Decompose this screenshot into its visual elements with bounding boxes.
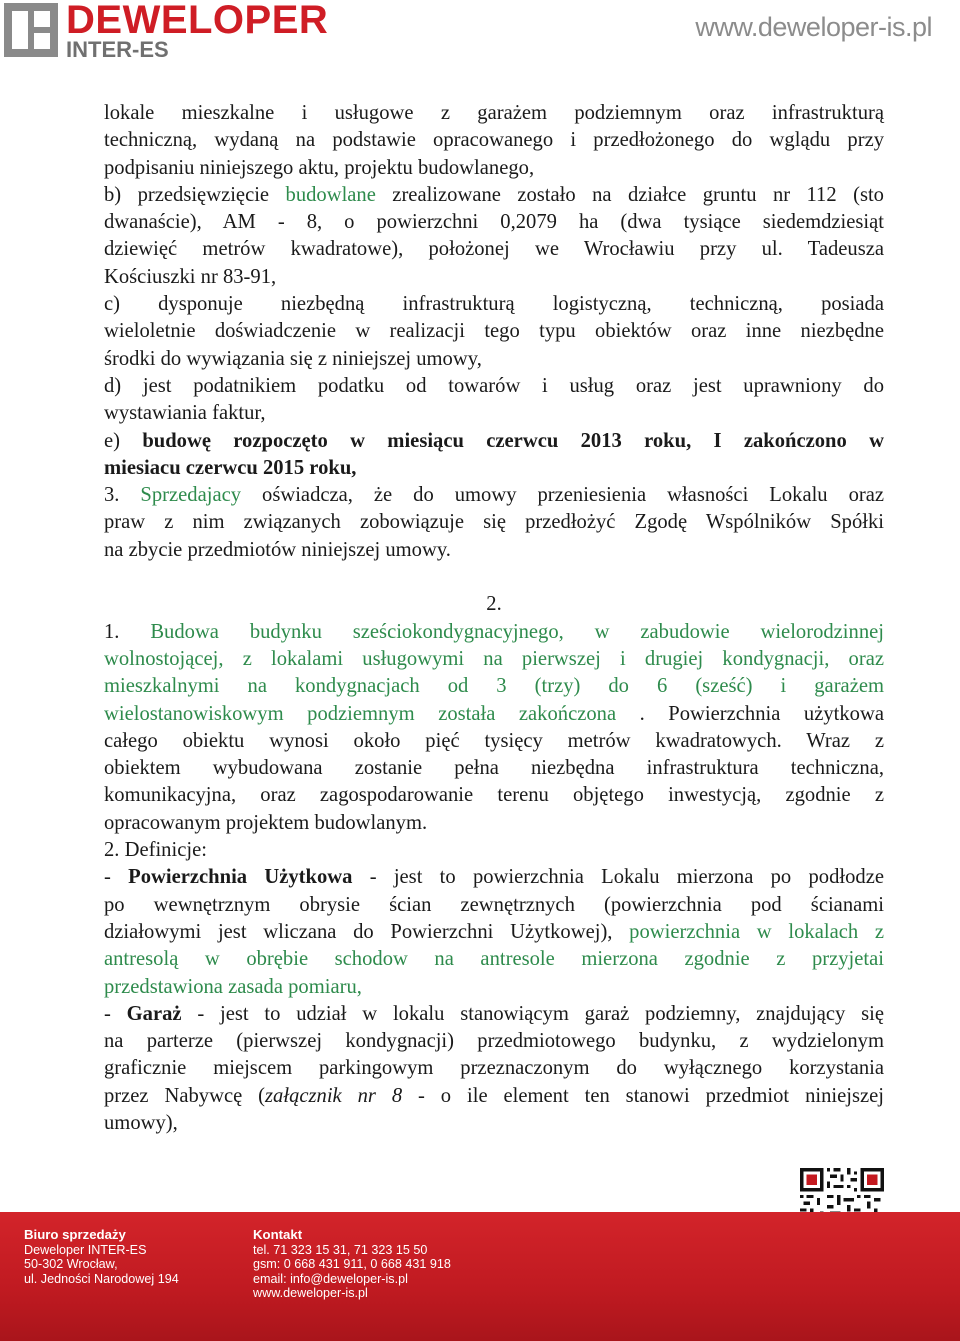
text-span: działowymi jest wliczana do Powierzchni Użytkowej), (104, 920, 630, 943)
text-span: - o ile element ten stanowi przedmiot niniejszej (402, 1084, 884, 1107)
text-line: miesiacu czerwcu 2015 roku, (104, 456, 357, 479)
logo-subtitle: INTER-ES (66, 37, 169, 62)
bold-span: Powierzchnia Użytkowa (128, 866, 353, 889)
text-line: umowy), (104, 1111, 178, 1134)
text-line: 2. Definicje: (104, 839, 207, 862)
text-line: na parterze (pierwszej kondygnacji) przedmiotowego budynku, z wydzielonym (104, 1030, 884, 1053)
text-line: dziewięć metrów kwadratowe), położonej we Wrocławiu przy ul. Tadeusza (104, 238, 884, 261)
highlight-span: Budowa budynku sześciokondygnacyjnego, w zabudowie wielorodzinnej (150, 620, 884, 643)
sales-office-block (24, 1228, 179, 1286)
text-span: zrealizowane zostało na działce gruntu nr 112 (sto (375, 183, 884, 206)
text-line: komunikacyjna, oraz zagospodarowanie terenu objętego inwestycją, zgodnie z (104, 784, 884, 807)
contact-block (253, 1228, 451, 1301)
text-span: b) przedsięwzięcie (104, 183, 286, 206)
text-line: graficznie miejscem parkingowym przeznaczonym do wyłącznego korzystania (104, 1057, 884, 1080)
text-line: opracowanym projektem budowlanym. (104, 811, 428, 834)
text-line: po wewnętrznym obrysie ścian zewnętrznych (powierzchnia pod ścianami (104, 893, 884, 916)
text-line: techniczną, wydaną na podstawie opracowanego i przedłożonego do wglądu przy (104, 129, 884, 152)
text-line: lokale mieszkalne i usługowe z garażem podziemnym oraz infrastrukturą (104, 102, 884, 124)
text-line: całego obiektu wynosi około pięć tysięcy metrów kwadratowych. Wraz z (104, 729, 884, 752)
highlight-span: Sprzedajacy (140, 484, 242, 507)
text-line: antresolą w obrębie schodow na antresole mierzona zgodnie z przyjetai (104, 948, 884, 971)
text-span: 3. (104, 484, 141, 507)
text-span: - (104, 866, 129, 889)
bold-span: Garaż (126, 1002, 182, 1025)
text-span: 1. (104, 620, 151, 643)
text-line (104, 864, 884, 891)
text-line: c) dysponuje niezbędną infrastrukturą logistyczną, techniczną, posiada (104, 293, 884, 316)
section-heading: 2. (486, 593, 502, 616)
text-span: e) (104, 429, 143, 452)
text-span: - (104, 1002, 127, 1025)
bold-span: budowę rozpoczęto w miesiącu czerwcu 2013 roku, I zakończono w (142, 429, 884, 452)
text-span: przez Nabywcę ( (104, 1084, 266, 1107)
office-line: ul. Jedności Narodowej 194 (24, 1271, 179, 1286)
office-line: 50-302 Wrocław, (24, 1257, 118, 1271)
text-span: . Powierzchnia użytkowa (616, 702, 884, 725)
contact-gsm[interactable]: gsm: 0 668 431 911, 0 668 431 918 (253, 1257, 451, 1271)
contact-email[interactable]: email: info@deweloper-is.pl (253, 1271, 408, 1286)
highlight-span: powierzchnia w lokalach z (629, 920, 884, 943)
text-line (104, 919, 884, 946)
text-line (104, 619, 884, 646)
contact-phone[interactable]: tel. 71 323 15 31, 71 323 15 50 (253, 1242, 428, 1257)
text-line: wolnostojącej, z lokalami usługowymi na pierwszej i drugiej kondygnacji, oraz (104, 647, 884, 670)
page-footer (0, 1212, 960, 1341)
text-line: na zbycie przedmiotów niniejszej umowy. (104, 538, 451, 561)
logo-icon (4, 3, 58, 57)
highlight-span: budowlane (285, 183, 376, 206)
text-span: - jest to powierzchnia Lokalu mierzona po podłodze (352, 866, 884, 889)
text-line: mieszkalnymi na kondygnacjach od 3 (trzy) do 6 (sześć) i garażem (104, 675, 884, 698)
text-line: przedstawiona zasada pomiaru, (104, 975, 362, 998)
text-line: wieloletnie doświadczenie w realizacji tego typu obiektów oraz inne niezbędne (104, 320, 884, 343)
text-line: podpisaniu niniejszego aktu, projektu budowlanego, (104, 156, 535, 179)
text-line: d) jest podatnikiem podatku od towarów i usług oraz jest uprawniony do (104, 374, 884, 397)
contact-title: Kontakt (253, 1227, 303, 1242)
sales-office-title: Biuro sprzedaży (24, 1227, 126, 1242)
text-line: dwanaście), AM - 8, o powierzchni 0,2079 ha (dwa tysiące siedemdziesiąt (104, 211, 884, 234)
text-line: środki do wywiązania się z niniejszej umowy, (104, 347, 482, 370)
page-header (0, 0, 960, 70)
text-line (104, 1083, 884, 1110)
text-line: wystawiania faktur, (104, 402, 266, 425)
text-span: oświadcza, że do umowy przeniesienia własności Lokalu oraz (241, 484, 885, 507)
italic-span: załącznik nr 8 (265, 1084, 403, 1107)
text-line (104, 1001, 884, 1028)
contact-website[interactable]: www.deweloper-is.pl (253, 1286, 368, 1300)
text-span: - jest to udział w lokalu stanowiącym garaż podziemny, znajdujący się (181, 1002, 884, 1025)
text-line (104, 482, 884, 509)
text-line: obiektem wybudowana zostanie pełna niezbędna infrastruktura techniczna, (104, 757, 884, 780)
text-line: Kościuszki nr 83-91, (104, 265, 277, 288)
logo-title: DEWELOPER (66, 0, 329, 42)
text-line (104, 428, 884, 455)
text-line (104, 182, 884, 209)
website-link[interactable]: www.deweloper-is.pl (695, 12, 932, 42)
document-body (104, 100, 884, 1137)
highlight-span: wielostanowiskowym podziemnym została zakończona (104, 702, 617, 725)
text-line (104, 701, 884, 728)
text-line: praw z nim związanych zobowiązuje się przedłożyć Zgodę Wspólników Spółki (104, 511, 884, 534)
office-line: Deweloper INTER-ES (24, 1242, 147, 1257)
